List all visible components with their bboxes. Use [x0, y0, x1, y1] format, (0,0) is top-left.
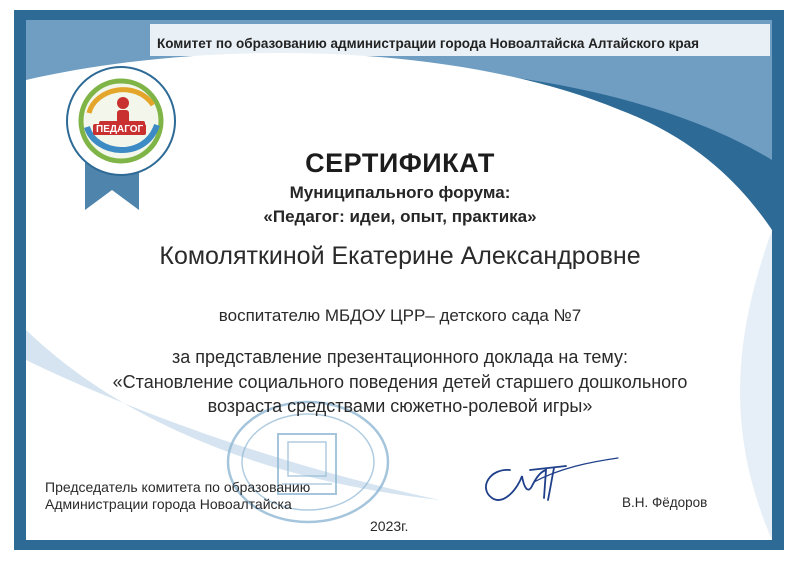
topic-line-2: возраста средствами сюжетно-ролевой игры»	[207, 396, 593, 416]
topic-line-1: «Становление социального поведения детей старшего дошкольного	[112, 372, 688, 392]
forum-line-1: Муниципального форума:	[289, 183, 511, 202]
chair-title-line-2: Администрации города Новоалтайска	[45, 496, 292, 512]
signer-name: В.Н. Фёдоров	[622, 495, 708, 510]
certificate-year: 2023г.	[370, 518, 409, 534]
signature-icon	[470, 448, 620, 518]
award-reason: за представление презентационного доклада на тему:	[172, 347, 628, 367]
committee-header: Комитет по образованию администрации города Новоалтайска Алтайского края	[157, 36, 700, 51]
chair-title-line-1: Председатель комитета по образованию	[45, 479, 311, 495]
certificate-title: СЕРТИФИКАТ	[305, 148, 495, 178]
forum-line-2: «Педагог: идеи, опыт, практика»	[263, 207, 537, 226]
recipient-position: воспитателю МБДОУ ЦРР– детского сада №7	[218, 306, 582, 325]
recipient-name: Комоляткиной Екатерине Александровне	[159, 242, 641, 270]
logo-word: ПЕДАГОГ	[93, 124, 146, 135]
